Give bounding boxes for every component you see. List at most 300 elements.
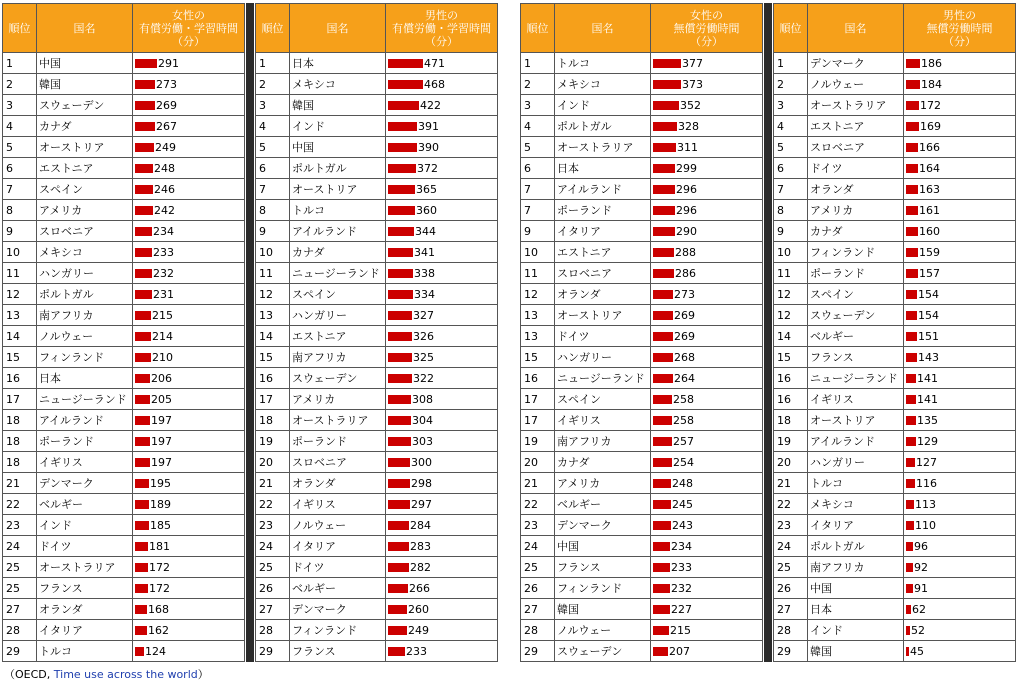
country-cell: フィンランド	[37, 347, 133, 368]
minutes-cell	[651, 221, 763, 242]
rank-cell: 3	[521, 95, 555, 116]
minutes-cell	[386, 389, 498, 410]
minutes-cell	[133, 494, 245, 515]
header-minutes: 男性の 無償労働時間 （分）	[904, 4, 1016, 53]
value-bar	[135, 59, 157, 68]
header-row	[256, 4, 498, 53]
rank-cell: 14	[3, 326, 37, 347]
value-label: 141	[917, 392, 938, 406]
value-bar	[135, 500, 149, 509]
value-bar	[906, 479, 915, 488]
value-bar	[906, 206, 918, 215]
table-row	[774, 578, 1016, 599]
value-label: 290	[676, 224, 697, 238]
rank-cell: 10	[3, 242, 37, 263]
value-label: 215	[670, 623, 691, 637]
country-cell: メキシコ	[555, 74, 651, 95]
rank-cell: 15	[3, 347, 37, 368]
value-bar	[653, 269, 674, 278]
country-cell: ニュージーランド	[808, 368, 904, 389]
value-label: 344	[415, 224, 436, 238]
rank-cell: 15	[774, 347, 808, 368]
rank-cell: 24	[3, 536, 37, 557]
value-label: 172	[149, 581, 170, 595]
minutes-cell	[386, 557, 498, 578]
rank-cell: 16	[774, 389, 808, 410]
header-country: 国名	[808, 4, 904, 53]
men-unpaid-work-table	[773, 3, 1016, 662]
minutes-cell	[651, 536, 763, 557]
value-bar	[906, 458, 915, 467]
table-row	[774, 158, 1016, 179]
country-cell: 中国	[808, 578, 904, 599]
country-cell: エストニア	[808, 116, 904, 137]
value-bar	[388, 59, 423, 68]
table-row	[3, 242, 245, 263]
value-bar	[653, 332, 673, 341]
minutes-cell	[904, 284, 1016, 305]
minutes-cell	[904, 599, 1016, 620]
value-label: 352	[680, 98, 701, 112]
country-cell: スペイン	[290, 284, 386, 305]
value-label: 113	[915, 497, 936, 511]
value-bar	[135, 248, 152, 257]
table-row	[521, 410, 763, 431]
minutes-cell	[133, 200, 245, 221]
table-row	[3, 620, 245, 641]
value-label: 169	[920, 119, 941, 133]
rank-cell: 4	[774, 116, 808, 137]
rank-cell: 25	[256, 557, 290, 578]
value-label: 164	[919, 161, 940, 175]
rank-cell: 13	[256, 305, 290, 326]
country-cell: イタリア	[290, 536, 386, 557]
rank-cell: 17	[256, 389, 290, 410]
rank-cell: 1	[774, 53, 808, 74]
table-row	[3, 326, 245, 347]
rank-cell: 10	[774, 242, 808, 263]
minutes-cell	[904, 200, 1016, 221]
value-label: 96	[914, 539, 928, 553]
value-label: 195	[150, 476, 171, 490]
value-bar	[388, 584, 408, 593]
country-cell: ニュージーランド	[37, 389, 133, 410]
minutes-cell	[904, 242, 1016, 263]
table-row	[256, 116, 498, 137]
rank-cell: 26	[521, 578, 555, 599]
table-row	[774, 620, 1016, 641]
country-cell: スウェーデン	[808, 305, 904, 326]
header-row	[3, 4, 245, 53]
value-bar	[388, 80, 423, 89]
country-cell: ドイツ	[37, 536, 133, 557]
value-label: 422	[420, 98, 441, 112]
minutes-cell	[651, 263, 763, 284]
women-unpaid-work-table	[520, 3, 763, 662]
minutes-cell	[651, 284, 763, 305]
minutes-cell	[386, 536, 498, 557]
minutes-cell	[386, 599, 498, 620]
value-bar	[135, 605, 147, 614]
rank-cell: 26	[774, 578, 808, 599]
rank-cell: 6	[3, 158, 37, 179]
country-cell: フィンランド	[555, 578, 651, 599]
minutes-cell	[133, 137, 245, 158]
minutes-cell	[133, 557, 245, 578]
country-cell: スペイン	[555, 389, 651, 410]
table-row	[774, 431, 1016, 452]
country-cell: ニュージーランド	[555, 368, 651, 389]
minutes-cell	[651, 242, 763, 263]
country-cell: ノルウェー	[808, 74, 904, 95]
country-cell: スロベニア	[555, 263, 651, 284]
table-row	[521, 305, 763, 326]
value-label: 186	[921, 56, 942, 70]
rank-cell: 16	[521, 368, 555, 389]
value-bar	[135, 395, 150, 404]
country-cell: ノルウェー	[555, 620, 651, 641]
value-label: 249	[408, 623, 429, 637]
country-cell: アイルランド	[555, 179, 651, 200]
country-cell: 南アフリカ	[37, 305, 133, 326]
paid-work-group	[2, 3, 498, 662]
minutes-cell	[133, 53, 245, 74]
table-row	[256, 200, 498, 221]
minutes-cell	[651, 116, 763, 137]
country-cell: ポーランド	[37, 431, 133, 452]
minutes-cell	[651, 74, 763, 95]
country-cell: ハンガリー	[555, 347, 651, 368]
table-row	[3, 578, 245, 599]
value-bar	[388, 185, 415, 194]
value-label: 269	[156, 98, 177, 112]
table-row	[774, 410, 1016, 431]
value-bar	[653, 500, 671, 509]
minutes-cell	[133, 347, 245, 368]
country-cell: 韓国	[555, 599, 651, 620]
table-row	[3, 95, 245, 116]
value-bar	[388, 101, 419, 110]
rank-cell: 20	[256, 452, 290, 473]
value-bar	[906, 626, 910, 635]
table-row	[3, 557, 245, 578]
rank-cell: 2	[521, 74, 555, 95]
minutes-cell	[904, 74, 1016, 95]
value-label: 184	[921, 77, 942, 91]
rank-cell: 20	[521, 452, 555, 473]
table-row	[521, 158, 763, 179]
value-label: 325	[413, 350, 434, 364]
value-label: 232	[153, 266, 174, 280]
value-label: 246	[154, 182, 175, 196]
minutes-cell	[133, 116, 245, 137]
country-cell: カナダ	[37, 116, 133, 137]
country-cell: インド	[555, 95, 651, 116]
minutes-cell	[904, 389, 1016, 410]
value-bar	[388, 164, 416, 173]
value-bar	[653, 437, 672, 446]
rank-cell: 1	[3, 53, 37, 74]
value-label: 163	[919, 182, 940, 196]
country-cell: イギリス	[555, 410, 651, 431]
minutes-cell	[651, 179, 763, 200]
minutes-cell	[651, 410, 763, 431]
value-bar	[388, 311, 412, 320]
value-bar	[388, 437, 411, 446]
value-bar	[135, 437, 150, 446]
rank-cell: 6	[774, 158, 808, 179]
value-label: 232	[671, 581, 692, 595]
minutes-cell	[904, 221, 1016, 242]
minutes-cell	[904, 557, 1016, 578]
table-row	[256, 137, 498, 158]
minutes-cell	[904, 410, 1016, 431]
value-bar	[135, 185, 153, 194]
minutes-cell	[904, 305, 1016, 326]
rank-cell: 29	[521, 641, 555, 662]
country-cell: トルコ	[37, 641, 133, 662]
value-bar	[135, 311, 151, 320]
table-row	[3, 494, 245, 515]
country-cell: イタリア	[37, 620, 133, 641]
rank-cell: 24	[256, 536, 290, 557]
minutes-cell	[133, 473, 245, 494]
value-label: 390	[418, 140, 439, 154]
rank-cell: 7	[774, 179, 808, 200]
value-bar	[906, 143, 918, 152]
table-row	[774, 494, 1016, 515]
table-row	[256, 53, 498, 74]
minutes-cell	[133, 389, 245, 410]
value-bar	[653, 143, 676, 152]
table-row	[256, 389, 498, 410]
header-row	[521, 4, 763, 53]
rank-cell: 26	[256, 578, 290, 599]
table-row	[256, 494, 498, 515]
country-cell: フィンランド	[808, 242, 904, 263]
minutes-cell	[133, 326, 245, 347]
table-row	[3, 431, 245, 452]
country-cell: デンマーク	[290, 599, 386, 620]
value-label: 45	[910, 644, 924, 658]
rank-cell: 5	[3, 137, 37, 158]
header-minutes: 女性の 有償労働・学習時間 （分）	[133, 4, 245, 53]
table-row	[521, 368, 763, 389]
country-cell: トルコ	[290, 200, 386, 221]
minutes-cell	[904, 368, 1016, 389]
minutes-cell	[904, 326, 1016, 347]
value-label: 172	[920, 98, 941, 112]
value-label: 365	[416, 182, 437, 196]
men-paid-work-table	[255, 3, 498, 662]
value-bar	[388, 143, 417, 152]
minutes-cell	[651, 641, 763, 662]
table-row	[521, 494, 763, 515]
country-cell: ポルトガル	[290, 158, 386, 179]
value-label: 233	[406, 644, 427, 658]
rank-cell: 10	[256, 242, 290, 263]
table-row	[774, 116, 1016, 137]
minutes-cell	[904, 620, 1016, 641]
table-row	[3, 53, 245, 74]
country-cell: アメリカ	[290, 389, 386, 410]
rank-cell: 12	[774, 305, 808, 326]
rank-cell: 1	[256, 53, 290, 74]
value-label: 373	[682, 77, 703, 91]
table-row	[521, 389, 763, 410]
value-label: 372	[417, 161, 438, 175]
value-bar	[388, 206, 415, 215]
rank-cell: 12	[256, 284, 290, 305]
value-bar	[906, 605, 911, 614]
table-row	[3, 473, 245, 494]
table-row	[521, 515, 763, 536]
value-bar	[653, 206, 675, 215]
header-rank: 順位	[256, 4, 290, 53]
value-bar	[388, 563, 409, 572]
table-row	[256, 368, 498, 389]
header-row	[774, 4, 1016, 53]
rank-cell: 24	[521, 536, 555, 557]
country-cell: ポーランド	[555, 200, 651, 221]
value-label: 311	[677, 140, 698, 154]
rank-cell: 4	[256, 116, 290, 137]
rank-cell: 9	[774, 221, 808, 242]
country-cell: 韓国	[37, 74, 133, 95]
value-label: 231	[153, 287, 174, 301]
value-bar	[906, 374, 916, 383]
country-cell: 中国	[555, 536, 651, 557]
source-open: （OECD,	[4, 668, 54, 681]
value-bar	[135, 626, 147, 635]
table-row	[256, 536, 498, 557]
value-bar	[388, 542, 409, 551]
country-cell: オーストリア	[37, 137, 133, 158]
value-label: 161	[919, 203, 940, 217]
minutes-cell	[386, 53, 498, 74]
value-bar	[388, 269, 413, 278]
value-label: 166	[919, 140, 940, 154]
value-bar	[653, 458, 672, 467]
rank-cell: 2	[256, 74, 290, 95]
country-cell: 日本	[37, 368, 133, 389]
country-cell: ハンガリー	[37, 263, 133, 284]
value-bar	[388, 500, 410, 509]
rank-cell: 24	[774, 536, 808, 557]
value-label: 116	[916, 476, 937, 490]
value-label: 234	[153, 224, 174, 238]
minutes-cell	[651, 515, 763, 536]
country-cell: アメリカ	[555, 473, 651, 494]
rank-cell: 10	[521, 242, 555, 263]
rank-cell: 16	[256, 368, 290, 389]
table-row	[774, 53, 1016, 74]
minutes-cell	[133, 515, 245, 536]
value-label: 160	[919, 224, 940, 238]
table-row	[256, 242, 498, 263]
rank-cell: 25	[3, 557, 37, 578]
country-cell: メキシコ	[37, 242, 133, 263]
value-bar	[135, 206, 153, 215]
source-link[interactable]: Time use across the world	[53, 668, 198, 681]
source-close: ）	[197, 668, 209, 681]
country-cell: フィンランド	[290, 620, 386, 641]
country-cell: カナダ	[555, 452, 651, 473]
rank-cell: 21	[774, 473, 808, 494]
country-cell: インド	[37, 515, 133, 536]
value-label: 168	[148, 602, 169, 616]
table-row	[256, 221, 498, 242]
value-bar	[906, 437, 916, 446]
value-bar	[135, 290, 152, 299]
value-bar	[906, 122, 919, 131]
table-row	[256, 620, 498, 641]
table-row	[521, 53, 763, 74]
value-label: 159	[919, 245, 940, 259]
minutes-cell	[651, 137, 763, 158]
value-bar	[135, 227, 152, 236]
country-cell: アイルランド	[290, 221, 386, 242]
rank-cell: 5	[256, 137, 290, 158]
table-row	[256, 74, 498, 95]
value-label: 233	[153, 245, 174, 259]
table-row	[256, 158, 498, 179]
rank-cell: 16	[3, 368, 37, 389]
minutes-cell	[386, 221, 498, 242]
value-bar	[653, 479, 671, 488]
value-bar	[906, 500, 914, 509]
table-row	[774, 473, 1016, 494]
table-row	[256, 557, 498, 578]
value-label: 254	[673, 455, 694, 469]
rank-cell: 11	[521, 263, 555, 284]
value-label: 298	[411, 476, 432, 490]
rank-cell: 13	[3, 305, 37, 326]
table-row	[774, 557, 1016, 578]
minutes-cell	[651, 452, 763, 473]
minutes-cell	[386, 410, 498, 431]
value-label: 468	[424, 77, 445, 91]
table-row	[774, 284, 1016, 305]
value-label: 248	[154, 161, 175, 175]
table-row	[3, 263, 245, 284]
minutes-cell	[133, 158, 245, 179]
country-cell: ドイツ	[290, 557, 386, 578]
value-label: 264	[674, 371, 695, 385]
value-label: 157	[919, 266, 940, 280]
rank-cell: 21	[256, 473, 290, 494]
country-cell: エストニア	[555, 242, 651, 263]
value-bar	[653, 395, 672, 404]
value-bar	[388, 647, 405, 656]
unpaid-work-group	[520, 3, 1016, 662]
value-bar	[906, 647, 909, 656]
table-row	[521, 599, 763, 620]
rank-cell: 7	[521, 179, 555, 200]
table-row	[3, 599, 245, 620]
minutes-cell	[651, 158, 763, 179]
value-bar	[906, 584, 913, 593]
country-cell: 中国	[290, 137, 386, 158]
country-cell: ポルトガル	[808, 536, 904, 557]
table-row	[774, 221, 1016, 242]
table-row	[774, 74, 1016, 95]
minutes-cell	[904, 95, 1016, 116]
minutes-cell	[133, 452, 245, 473]
value-label: 197	[151, 434, 172, 448]
rank-cell: 25	[521, 557, 555, 578]
country-cell: イギリス	[37, 452, 133, 473]
